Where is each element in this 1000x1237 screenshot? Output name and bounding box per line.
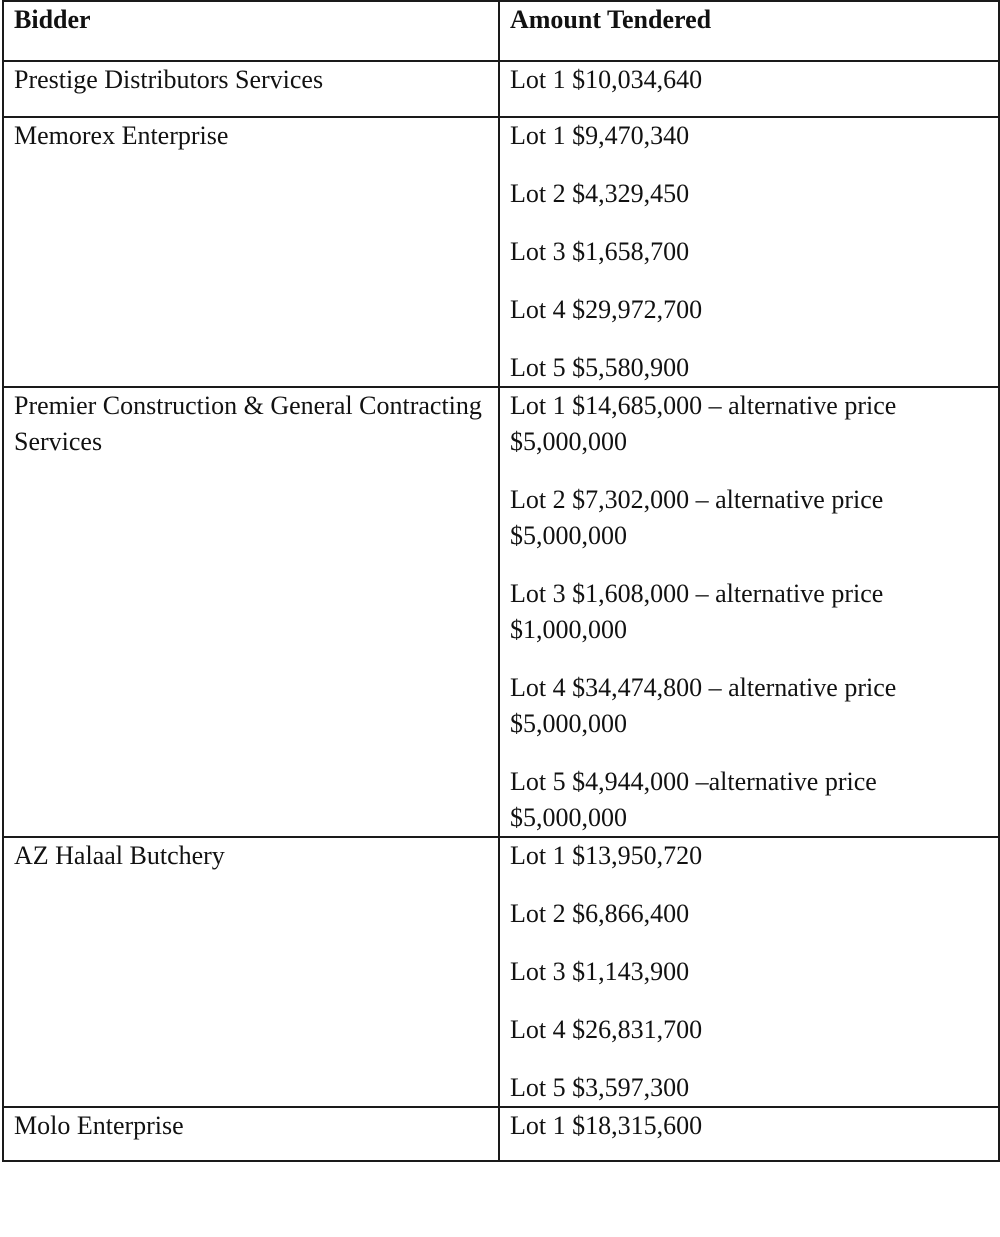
table-row — [3, 117, 999, 387]
bidder-cell: AZ Halaal Butchery — [3, 837, 499, 1107]
lot-amount: Lot 2 $6,866,400 — [510, 899, 690, 928]
lot-amount: Lot 1 $18,315,600 — [510, 1111, 703, 1140]
bidder-cell: Memorex Enterprise — [3, 117, 499, 387]
bidder-cell: Prestige Distributors Services — [3, 61, 499, 117]
lot-amount: Lot 5 $4,944,000 –alternative price $5,000,000 — [510, 767, 877, 832]
lot-amount: Lot 4 $29,972,700 — [510, 295, 703, 324]
amount-cell — [499, 387, 999, 837]
lot-amount: Lot 4 $34,474,800 – alternative price $5,000,000 — [510, 673, 897, 738]
lot-amount: Lot 5 $5,580,900 — [510, 353, 690, 382]
amount-cell — [499, 117, 999, 387]
lot-amount: Lot 1 $14,685,000 – alternative price $5,000,000 — [510, 391, 897, 456]
lot-amount: Lot 3 $1,143,900 — [510, 957, 690, 986]
lot-amount: Lot 4 $26,831,700 — [510, 1015, 703, 1044]
lot-amount: Lot 5 $3,597,300 — [510, 1073, 690, 1102]
lot-amount: Lot 1 $9,470,340 — [510, 121, 690, 150]
amount-cell — [499, 61, 999, 117]
lot-amount: Lot 2 $7,302,000 – alternative price $5,000,000 — [510, 485, 884, 550]
table-row — [3, 387, 999, 837]
table-row — [3, 837, 999, 1107]
amount-cell — [499, 837, 999, 1107]
amount-cell — [499, 1107, 999, 1161]
column-header-bidder: Bidder — [3, 1, 499, 61]
bid-table — [2, 0, 1000, 1162]
lot-amount: Lot 3 $1,608,000 – alternative price $1,000,000 — [510, 579, 884, 644]
bidder-cell: Premier Construction & General Contracting Services — [3, 387, 499, 837]
column-header-amount-tendered: Amount Tendered — [499, 1, 999, 61]
table-header-row — [3, 1, 999, 61]
lot-amount: Lot 1 $10,034,640 — [510, 65, 703, 94]
lot-amount: Lot 1 $13,950,720 — [510, 841, 703, 870]
table-row — [3, 1107, 999, 1161]
lot-amount: Lot 3 $1,658,700 — [510, 237, 690, 266]
table-row — [3, 61, 999, 117]
bidder-cell: Molo Enterprise — [3, 1107, 499, 1161]
lot-amount: Lot 2 $4,329,450 — [510, 179, 690, 208]
